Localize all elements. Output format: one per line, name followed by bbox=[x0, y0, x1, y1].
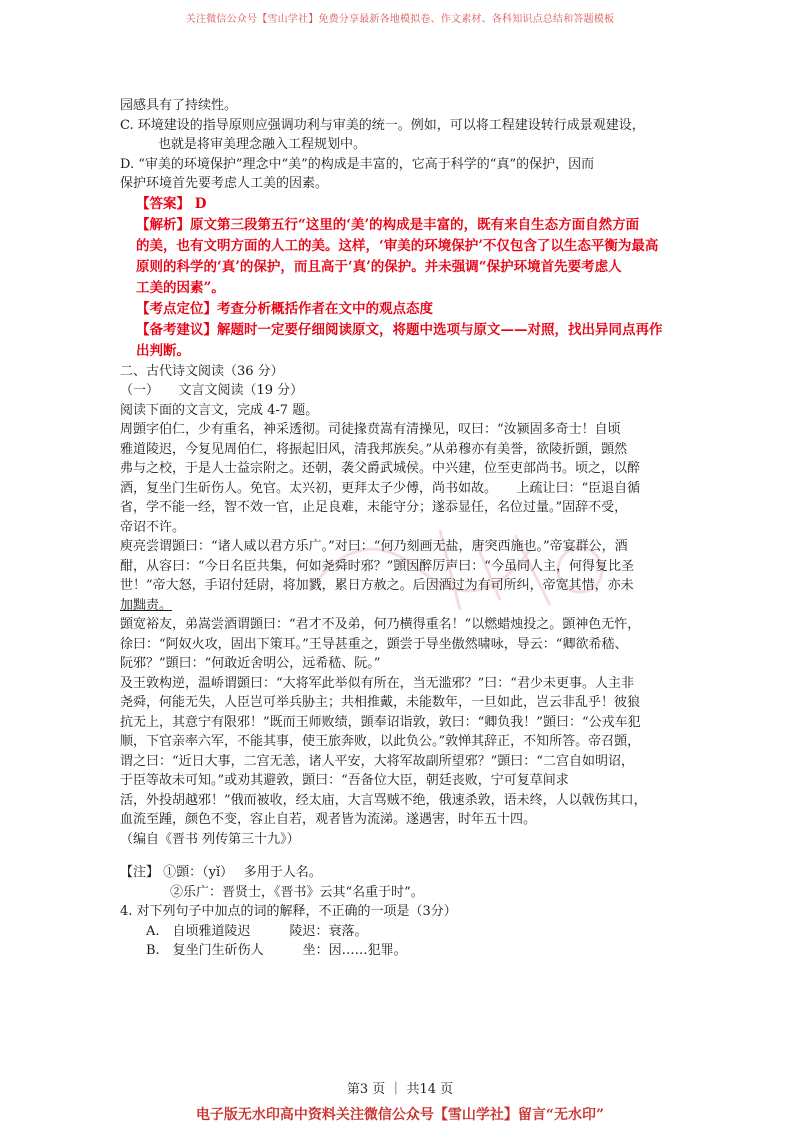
answer-line: 【答案】 D bbox=[136, 195, 207, 212]
passage-line: 抗无上，其意宁有限邪！”既而王师败绩，顗奉诏诣敦，敦曰：“卿负我！”顗曰：“公戎车犯 bbox=[120, 714, 641, 730]
instruction-line: 阅读下面的文言文，完成 4-7 题。 bbox=[120, 402, 319, 418]
passage-line: 谓之曰：“近日大事，二宫无恙，诸人平安，大将军故副所望邪？”顗曰：“二宫自如明诏， bbox=[120, 753, 634, 769]
note-2: ②乐广：晋贤士，《晋书》云其“名重于时”。 bbox=[170, 884, 424, 900]
document-body bbox=[120, 96, 692, 961]
options-cd bbox=[120, 96, 692, 194]
analysis-line: 工美的因素”。 bbox=[136, 279, 225, 296]
passage-line: 血流至踵，颜色不变，容止自若，观者皆为流涕。遂遇害，时年五十四。 bbox=[120, 812, 537, 827]
passage-line: 世！”帝大怒，手诏付廷尉，将加戮，累日方赦之。后因酒过为有司所纠，帝宽其惜，亦未 bbox=[120, 578, 634, 593]
option-c-line: C. 环境建设的指导原则应强调功利与审美的统一。例如，可以将工程建设转行成景观建设， bbox=[120, 117, 645, 133]
section-heading bbox=[120, 362, 692, 421]
question-stem: 4. 对下列句子中加点的词的解释，不正确的一项是（3分） bbox=[120, 904, 457, 919]
key-point-line: 【考点定位】考查分析概括作者在文中的观点态度 bbox=[136, 300, 433, 317]
page-number: 第3 页 ｜ 共14 页 bbox=[346, 1082, 454, 1097]
passage-line: 酣，从容曰：“今日名臣共集，何如尧舜时邪？”顗因醉厉声曰：“今虽同人主，何得复比圣 bbox=[120, 558, 634, 574]
passage-line: 阮邪？”顗曰：“何敢近舍明公，远希嵇、阮。” bbox=[120, 656, 381, 671]
passage-line: 顺，下官亲率六军，不能其事，使王旅奔败，以此负公。”敦惮其辞正，不知所答。帝召顗， bbox=[120, 734, 641, 749]
header-notice: 关注微信公众号【雪山学社】免费分享最新各地模拟卷、作文素材、各科知识点总结和答题模板 bbox=[185, 14, 615, 25]
passage-line: 及王敦构逆，温峤谓顗曰：“大将军此举似有所在，当无滥邪？”曰：“君少未更事。人主非 bbox=[120, 675, 634, 691]
option-b: B. 复坐门生斫伤人 坐：因……犯罪。 bbox=[146, 943, 407, 958]
passage-line: 庾亮尝谓顗曰：“诸人咸以君方乐广。”对曰：“何乃刻画无盐，唐突西施也。”帝宴群公，酒 bbox=[120, 539, 628, 554]
analysis-line: 原则的科学的‘真’的保护，而且高于‘真’的保护。并未强调“保护环境首先要考虑人 bbox=[136, 258, 622, 275]
text-line: 保护环境首先要考虑人工美的因素。 bbox=[120, 176, 329, 191]
text-line: 也就是将审美理念融入工程规划中。 bbox=[158, 137, 367, 152]
passage-line: 徐曰：“阿奴火攻，固出下策耳。”王导甚重之，顗尝于导坐傲然啸咏，导云：“卿欲希嵇、 bbox=[120, 636, 628, 652]
advice-line: 【备考建议】解题时一定要仔细阅读原文，将题中选项与原文——对照，找出异同点再作 bbox=[136, 321, 663, 338]
passage-line: 帝诏不许。 bbox=[120, 519, 186, 535]
passage-line: 周顗字伯仁，少有重名，神采透彻。司徒掾贲嵩有清操见，叹曰：“汝颍固多奇士！自顷 bbox=[120, 422, 621, 437]
passage-line: 加黜责。 bbox=[120, 597, 173, 613]
passage-line: 弗与之校，于是人士益宗附之。还朝，袭父爵武城侯。中兴建，位至吏部尚书。顷之，以醉 bbox=[120, 461, 641, 476]
answer-analysis-block bbox=[120, 194, 692, 362]
passage-line: 顗宽裕友，弟嵩尝酒谓顗曰：“君才不及弟，何乃横得重名！”以燃蜡烛投之。顗神色无忤， bbox=[120, 617, 641, 632]
passage-line: 省，学不能一经，智不效一官，止足良难，未能守分；遂忝显任，名位过量。”固辞不受， bbox=[120, 500, 628, 515]
notes bbox=[120, 863, 692, 902]
note-1: 【注】 ①顗：（yǐ） 多用于人名。 bbox=[120, 865, 322, 880]
passage-line: 雅道陵迟，今复见周伯仁，将振起旧风，清我邦族矣。”从弟穆亦有美誉，欲陵折顗，顗然 bbox=[120, 441, 628, 457]
analysis-line: 【解析】原文第三段第五行“这里的‘美’的构成是丰富的，既有来自生态方面自然方面 bbox=[136, 216, 640, 233]
section-title: 二、古代诗文阅读（36 分） bbox=[120, 363, 284, 379]
advice-line: 出判断。 bbox=[136, 342, 190, 359]
classical-passage bbox=[120, 420, 692, 849]
option-d-line: D. “审美的环境保护”理念中“美”的构成是丰富的，它高于科学的“真”的保护，因而 bbox=[120, 156, 595, 172]
passage-line: 酒，复坐门生斫伤人。免官。太兴初，更拜太子少傅，尚书如故。 上疏让曰：“臣退自循 bbox=[120, 480, 641, 496]
text-line: 园感具有了持续性。 bbox=[120, 98, 238, 113]
option-a: A. 自顷雅道陵迟 陵迟：衰落。 bbox=[146, 923, 368, 939]
question-4 bbox=[120, 902, 692, 961]
analysis-line: 的美，也有文明方面的人工的美。这样，‘审美的环境保护’不仅包含了以生态平衡为最高 bbox=[136, 237, 659, 254]
passage-line: 活，外投胡越邪！”俄而被收，经太庙，大言骂贼不绝，俄速杀敦，语未终，人以戟伤其口， bbox=[120, 792, 647, 808]
passage-line: 于臣等故未可知。”或劝其避敦，顗曰：“吾备位大臣，朝廷丧败，宁可复草间求 bbox=[120, 773, 569, 788]
source-citation: （编自《晋书 列传第三十九》） bbox=[120, 831, 300, 847]
passage-line: 尧舜，何能无失，人臣岂可举兵胁主；共相推戴，未能数年，一旦如此，岂云非乱乎！彼狼 bbox=[120, 695, 641, 710]
subsection-title: （一） 文言文阅读（19 分） bbox=[120, 383, 304, 398]
footer-notice: 电子版无水印高中资料关注微信公众号【雪山学社】留言“无水印” bbox=[195, 1107, 605, 1123]
